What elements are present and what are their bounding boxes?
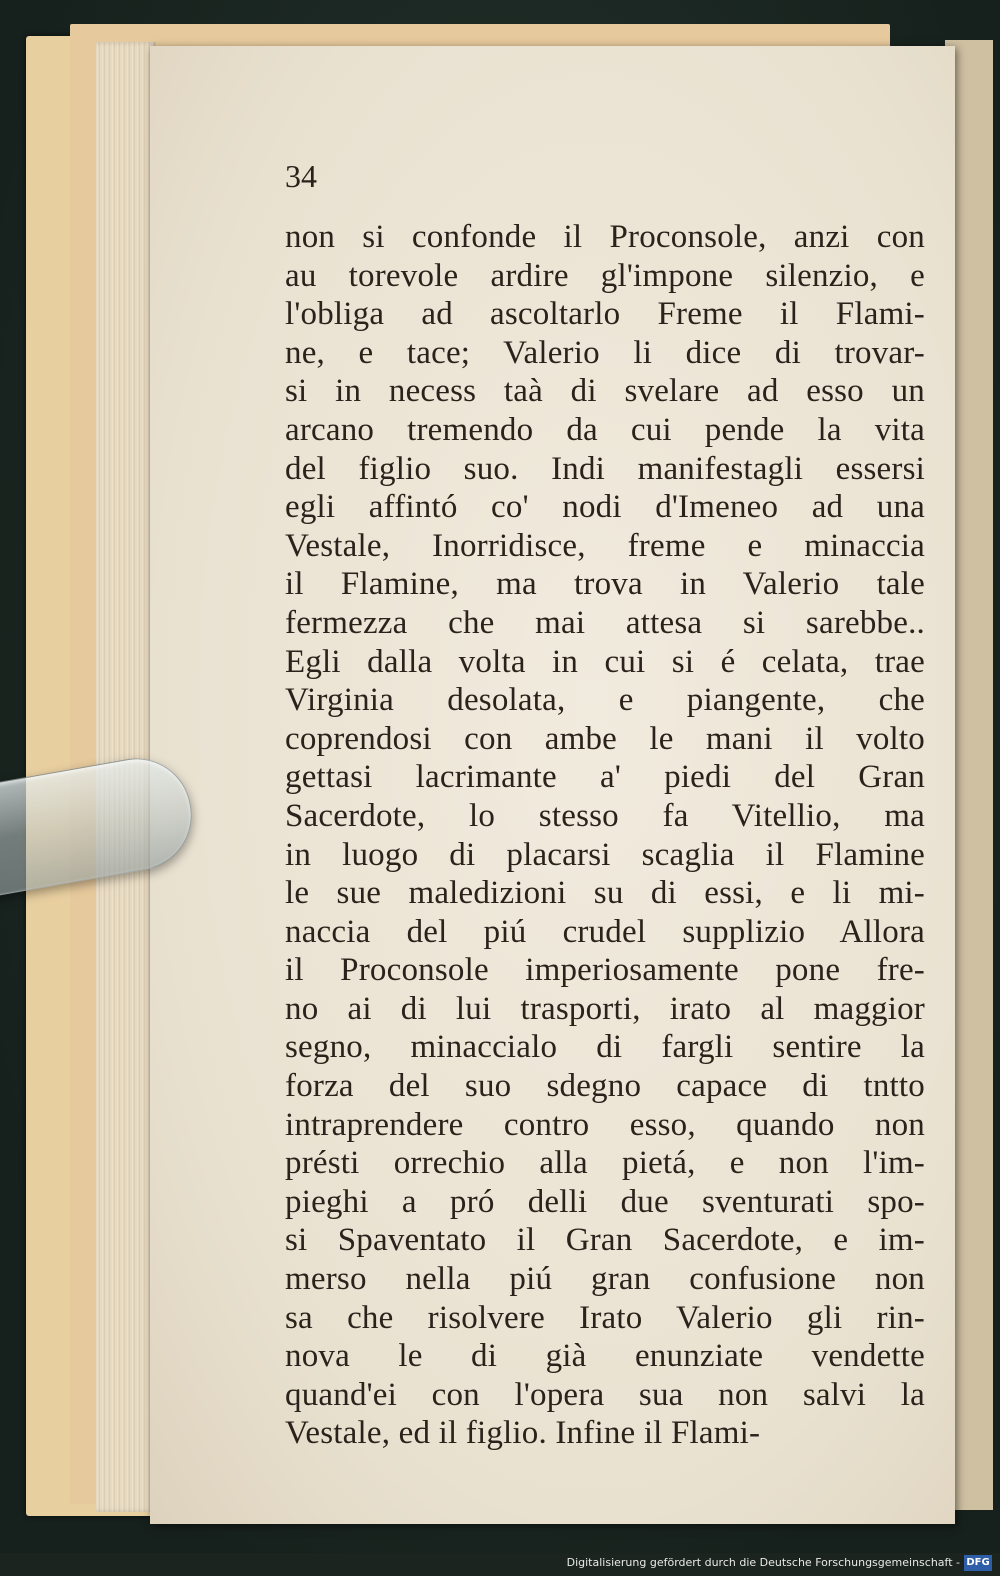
text-line: si Spaventato il Gran Sacerdote, e im- (285, 1222, 925, 1259)
text-line: no ai di lui trasporti, irato al maggior (285, 990, 925, 1027)
text-line: présti orrechio alla pietá, e non l'im- (285, 1145, 925, 1182)
text-line: coprendosi con ambe le mani il volto (285, 720, 925, 757)
text-line: Sacerdote, lo stesso fa Vitellio, ma (285, 797, 925, 834)
page-text (285, 218, 925, 1453)
text-line: quand'ei con l'opera sua non salvi la (285, 1376, 925, 1413)
text-line: merso nella piú gran confusione non (285, 1261, 925, 1298)
text-line: forza del suo sdegno capace di tntto (285, 1068, 925, 1105)
text-line: il Proconsole imperiosamente pone fre- (285, 952, 925, 989)
text-line: gettasi lacrimante a' piedi del Gran (285, 759, 925, 796)
text-line: Vestale, Inorridisce, freme e minaccia (285, 527, 925, 564)
text-line: nova le di già enunziate vendette (285, 1338, 925, 1375)
text-line: intraprendere contro esso, quando non (285, 1106, 925, 1143)
text-line: le sue maledizioni su di essi, e li mi- (285, 875, 925, 912)
text-line: non si confonde il Proconsole, anzi con (285, 219, 925, 255)
dfg-logo: DFG (964, 1555, 992, 1571)
text-line: segno, minaccialo di fargli sentire la (285, 1029, 925, 1066)
text-line: ne, e tace; Valerio li dice di trovar- (285, 334, 925, 371)
text-line: pieghi a pró delli due sventurati spo- (285, 1183, 925, 1220)
page-number: 34 (285, 158, 317, 194)
text-line: Virginia desolata, e piangente, che (285, 682, 925, 719)
text-line: si in necess taà di svelare ad esso un (285, 373, 925, 410)
text-line: au torevole ardire gl'impone silenzio, e (285, 257, 925, 294)
text-line: Vestale, ed il figlio. Infine il Flami- (285, 1415, 761, 1452)
text-line: in luogo di placarsi scaglia il Flamine (285, 836, 925, 873)
text-line: arcano tremendo da cui pende la vita (285, 411, 925, 448)
text-line: Egli dalla volta in cui si é celata, trae (285, 643, 925, 680)
footer-credit: Digitalisierung gefördert durch die Deutsche Forschungsgemeinschaft - (566, 1556, 960, 1569)
text-line: del figlio suo. Indi manifestagli essersi (285, 450, 925, 487)
text-line: il Flamine, ma trova in Valerio tale (285, 566, 925, 603)
text-line: egli affintó co' nodi d'Imeneo ad una (285, 489, 925, 526)
text-line: fermezza che mai attesa si sarebbe.. (285, 604, 925, 641)
text-line: sa che risolvere Irato Valerio gli rin- (285, 1299, 925, 1336)
text-line: naccia del piú crudel supplizio Allora (285, 913, 925, 950)
text-line: l'obliga ad ascoltarlo Freme il Flami- (285, 296, 925, 333)
